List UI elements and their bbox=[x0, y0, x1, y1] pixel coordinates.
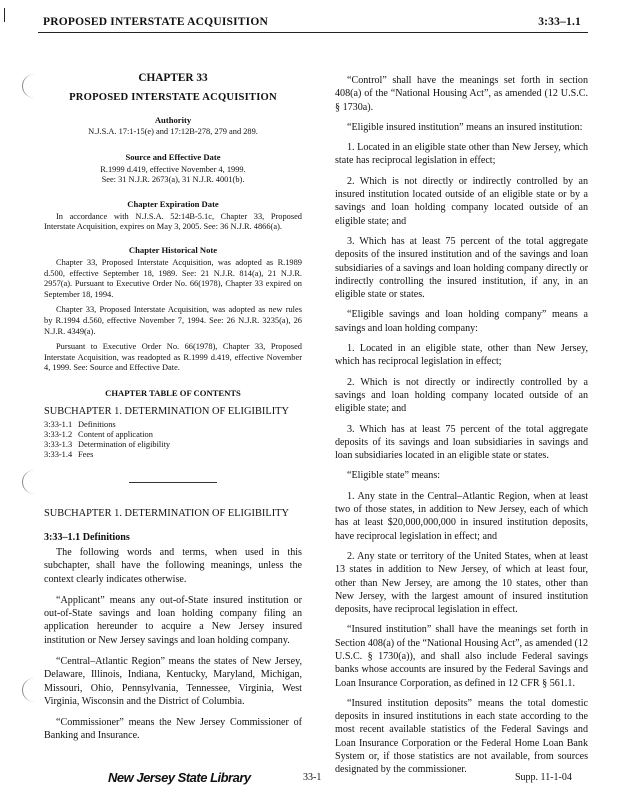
edge-mark bbox=[4, 8, 5, 22]
library-stamp: New Jersey State Library bbox=[108, 770, 251, 785]
section-divider bbox=[129, 482, 217, 483]
supplement-date: Supp. 11-1-04 bbox=[515, 772, 572, 783]
history-text: Chapter 33, Proposed Interstate Acquisition, was adopted as new rules by R.1994 d.560, effective November 7, 1994. See: 26 N.J.R. 3235(a), 26 N.J.R. 4349(a). bbox=[44, 305, 302, 336]
source-text: See: 31 N.J.R. 2673(a), 31 N.J.R. 4001(b). bbox=[101, 175, 245, 185]
authority-heading: Authority bbox=[154, 115, 192, 125]
source-heading: Source and Effective Date bbox=[125, 151, 221, 162]
paragraph: “Applicant” means any out-of-State insured institution or out-of-State savings and loan holding company filing an application hereunder to acquire a New Jersey insured institution or New Jersey savings and loan holding company. bbox=[44, 594, 302, 646]
toc-item[interactable]: 3:33-1.3 Determination of eligibility bbox=[44, 439, 171, 449]
toc-list bbox=[44, 420, 302, 460]
paragraph: “Eligible insured institution” means an insured institution: bbox=[347, 121, 583, 133]
paragraph: 2. Which is not directly or indirectly controlled by a savings and loan holding company located outside of an eligible state; and bbox=[335, 376, 588, 415]
toc-item[interactable]: 3:33-1.2 Content of application bbox=[44, 429, 153, 439]
paragraph: 2. Any state or territory of the United States, when at least 13 states in addition to New Jersey, of which at least four, other than New Jersey, are among the 10 states, other than New Jersey, with the largest amount of insured institution deposits, have reciprocal legislation in effect. bbox=[335, 550, 588, 616]
paragraph: “Central–Atlantic Region” means the states of New Jersey, Delaware, Illinois, Indiana, Kentucky, Maryland, Michigan, Missouri, Ohio, Pennsylvania, Tennessee, Virginia, West Virginia, Wisconsin and the District of Columbia. bbox=[44, 655, 302, 707]
history-heading: Chapter Historical Note bbox=[128, 244, 218, 255]
paragraph: 1. Located in an eligible state, other than New Jersey, which has reciprocal legislation in effect; bbox=[335, 343, 588, 368]
toc-subchapter: SUBCHAPTER 1. DETERMINATION OF ELIGIBILITY bbox=[44, 405, 290, 417]
paragraph: “Eligible state” means: bbox=[347, 470, 441, 482]
source-text: R.1999 d.419, effective November 4, 1999. bbox=[100, 164, 246, 174]
header-rule bbox=[38, 32, 588, 33]
history-text: Pursuant to Executive Order No. 66(1978), Chapter 33, Proposed Interstate Acquisition, was readopted as R.1999 d.419, effective November 4, 1999. See: Source and Effective Date. bbox=[44, 342, 302, 373]
header-title: PROPOSED INTERSTATE ACQUISITION bbox=[43, 16, 268, 28]
paragraph: “Eligible savings and loan holding company” means a savings and loan holding company: bbox=[335, 309, 588, 334]
chapter-number: CHAPTER 33 bbox=[138, 72, 208, 84]
paragraph: 2. Which is not directly or indirectly controlled by an insured institution located outside of an eligible state or by a savings and loan holding company located outside of an eligible state; and bbox=[335, 175, 588, 227]
paragraph: “Insured institution deposits” means the total domestic deposits in insured institutions in each state according to the most recent available statistics of the Federal Savings and Loan Insurance Corporation or the Federal Home Loan Bank System or, if those statistics are not available, from sources designated by the commissioner. bbox=[335, 697, 588, 776]
toc-heading: CHAPTER TABLE OF CONTENTS bbox=[105, 387, 241, 398]
section-heading: 3:33–1.1 Definitions bbox=[44, 531, 130, 543]
toc-item[interactable]: 3:33-1.1 Definitions bbox=[44, 419, 116, 429]
expiration-text: In accordance with N.J.S.A. 52:14B-5.1c, Chapter 33, Proposed Interstate Acquisition, expires on May 3, 2005. See: 36 N.J.R. 4866(a). bbox=[44, 211, 302, 232]
expiration-heading: Chapter Expiration Date bbox=[127, 198, 219, 209]
page-number: 33-1 bbox=[303, 772, 322, 783]
history-text: Chapter 33, Proposed Interstate Acquisition, was adopted as R.1989 d.500, effective September 18, 1989. See: 21 N.J.R. 814(a), 21 N.J.R. 2957(a). Pursuant to Executive Order No. 66(1978), Chapter 33 expired on September 18, 1994. bbox=[44, 257, 302, 299]
paragraph: 1. Any state in the Central–Atlantic Region, when at least two of those states, in addition to New Jersey, each of which has at least $20,000,000,000 in insured institution deposits, have reciprocal legislation in effect; and bbox=[335, 490, 588, 542]
paragraph: “Commissioner” means the New Jersey Commissioner of Banking and Insurance. bbox=[44, 717, 302, 742]
left-column bbox=[44, 42, 302, 743]
paragraph: “Insured institution” shall have the meanings set forth in Section 408(a) of the “National Housing Act”, as amended (12 U.S.C. § 1730(a)), and shall also include Federal savings banks whose accounts are insured by the Federal Savings and Loan Insurance Corporation, as defined in 12 CFR § 561.1. bbox=[335, 624, 588, 689]
chapter-title: PROPOSED INTERSTATE ACQUISITION bbox=[69, 92, 277, 103]
paragraph: “Control” shall have the meanings set forth in section 408(a) of the “National Housing Act”, as amended (12 U.S.C. § 1730a). bbox=[335, 75, 588, 113]
toc-item[interactable]: 3:33-1.4 Fees bbox=[44, 449, 94, 459]
right-column bbox=[335, 42, 588, 777]
paragraph: 3. Which has at least 75 percent of the total aggregate deposits of its savings and loan subsidiaries in savings and loan subsidiaries located in an eligible state or states. bbox=[335, 423, 588, 462]
paragraph: 3. Which has at least 75 percent of the total aggregate deposits of the insured institution and of the savings and loan subsidiaries of a savings and loan holding company directly or indirectly controlling the insured institution, if any, in an eligible state or states. bbox=[335, 235, 588, 301]
subchapter-heading: SUBCHAPTER 1. DETERMINATION OF ELIGIBILITY bbox=[44, 507, 290, 519]
authority-text: N.J.S.A. 17:1-15(e) and 17:12B-278, 279 and 289. bbox=[88, 127, 258, 136]
paragraph: The following words and terms, when used in this subchapter, shall have the following meanings, unless the context clearly indicates otherwise. bbox=[44, 546, 302, 585]
paragraph: 1. Located in an eligible state other than New Jersey, which state has reciprocal legislation in effect; bbox=[335, 142, 588, 167]
header-section: 3:33–1.1 bbox=[538, 16, 581, 28]
